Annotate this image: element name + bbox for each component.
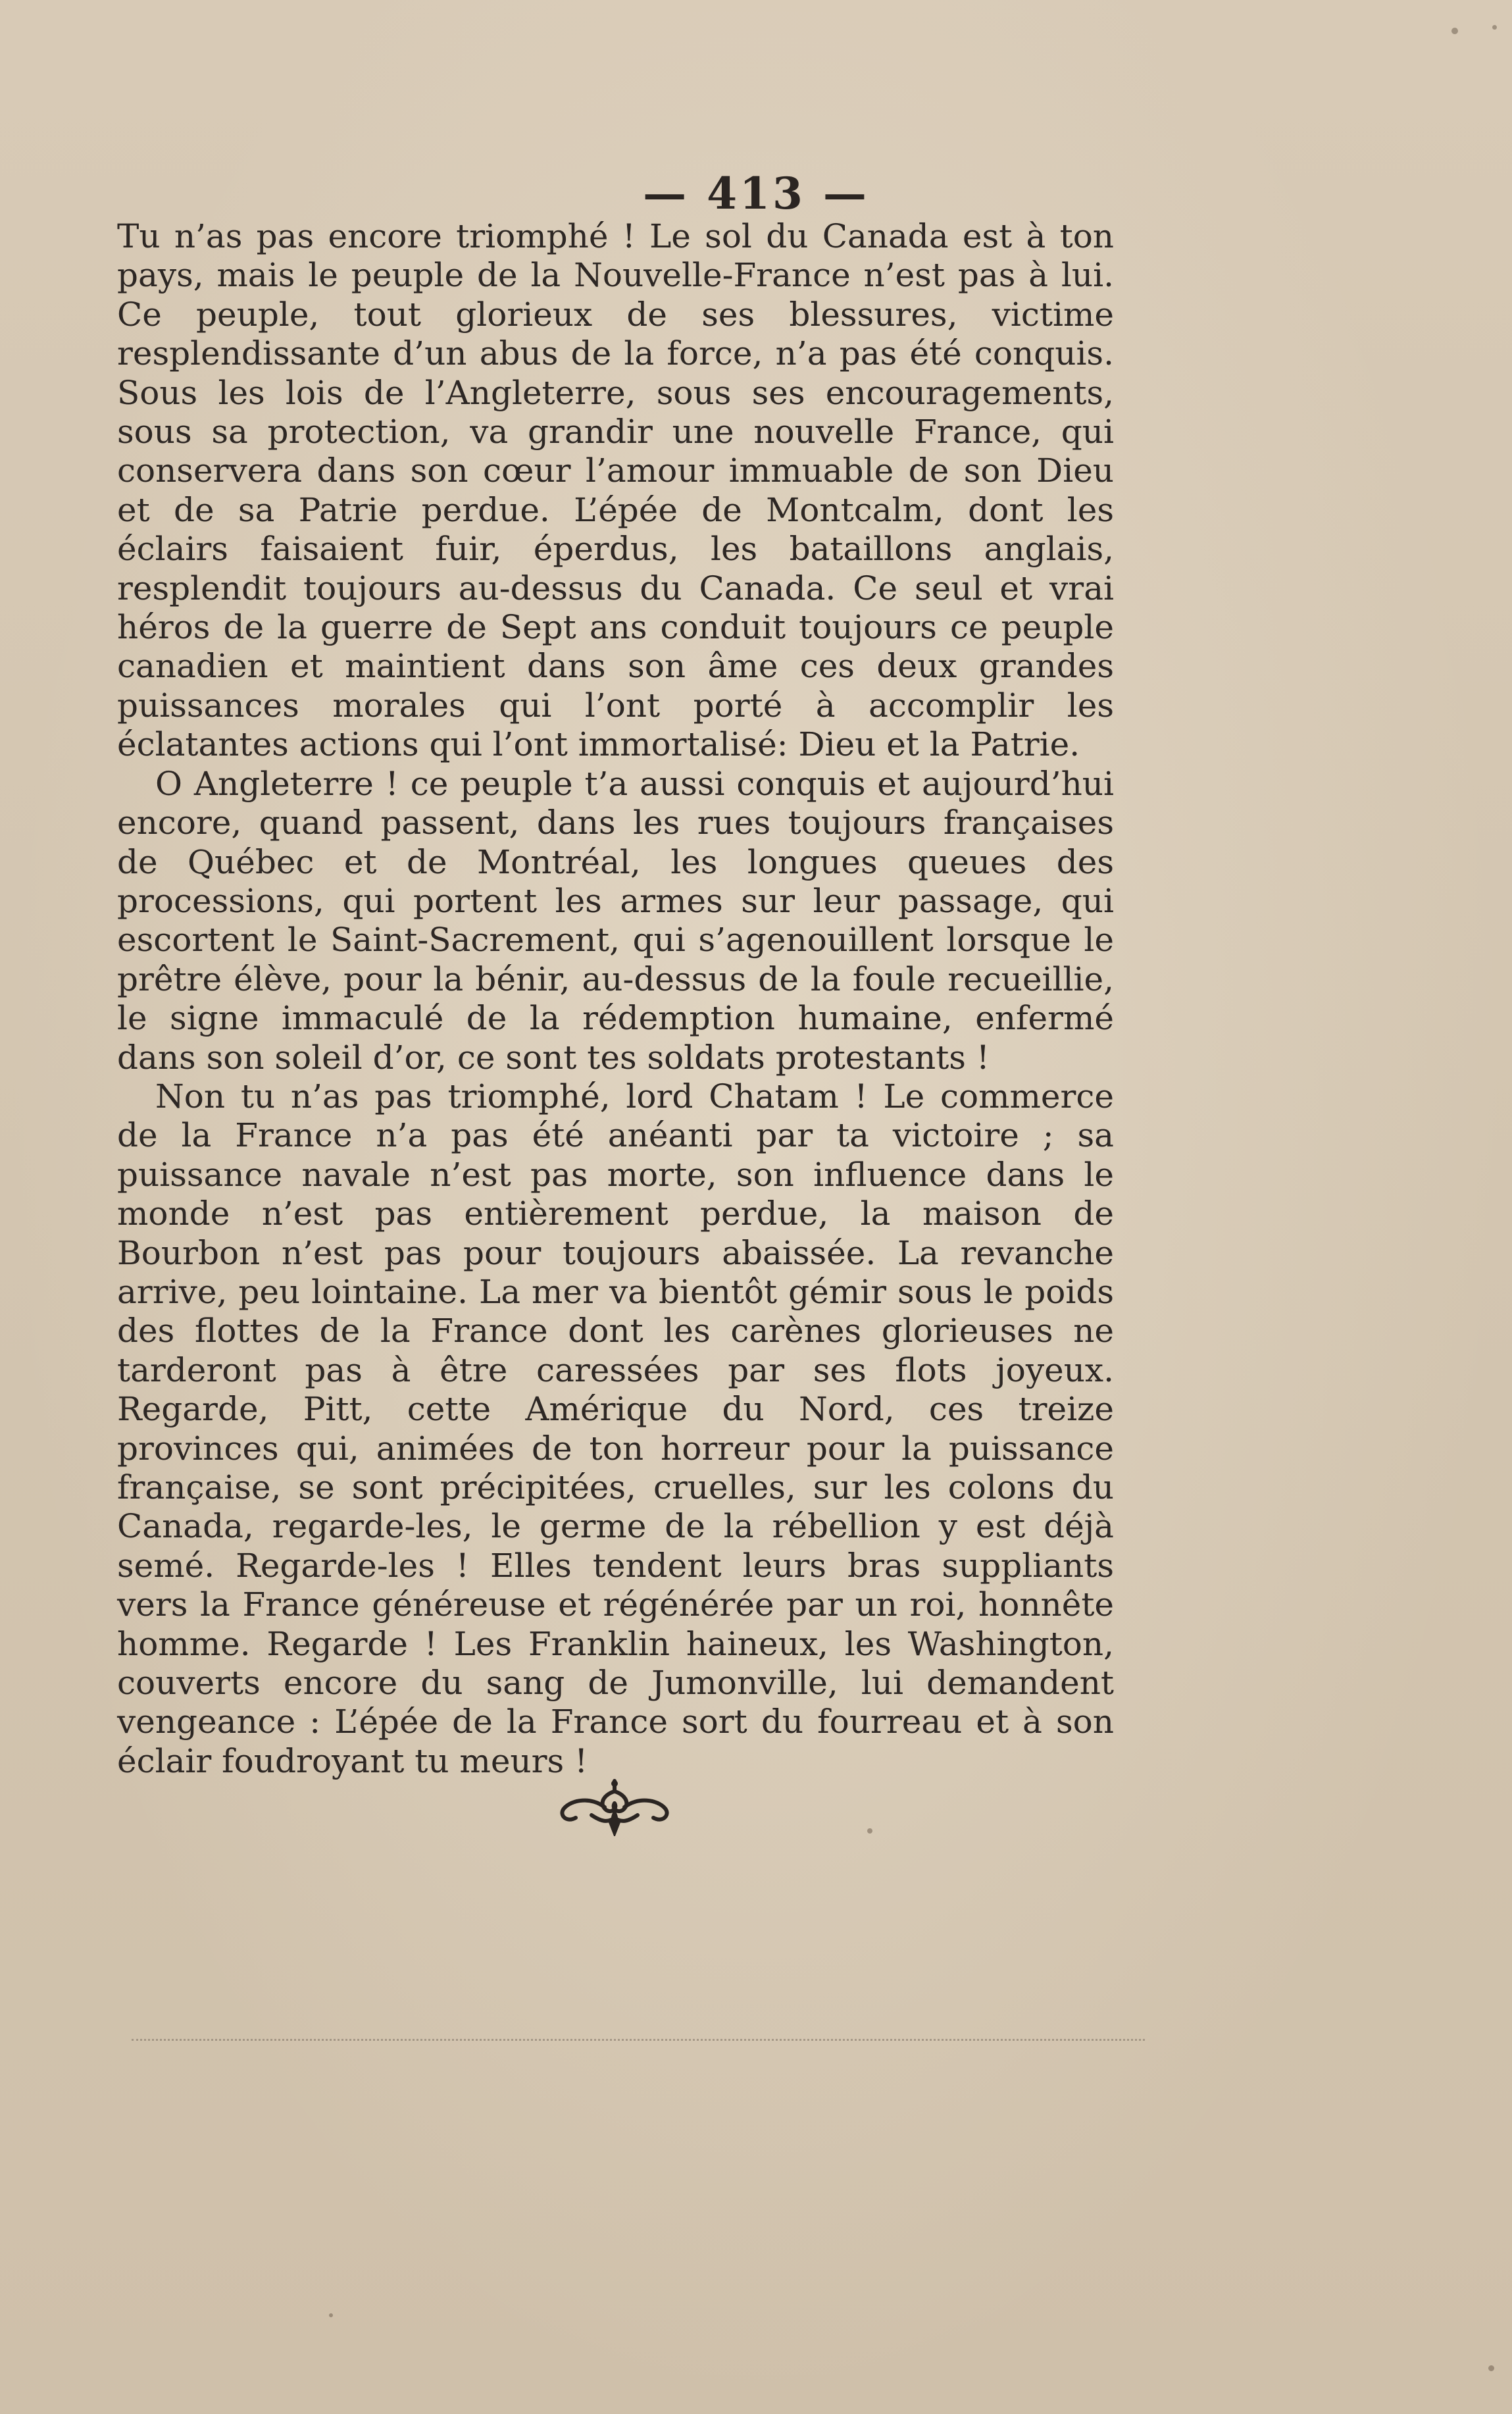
- paragraph-1: Tu n’as pas encore triomphé ! Le sol du Canada est à ton pays, mais le peuple de la Nouvelle-France n’est pas à lui. Ce peuple, tout glorieux de ses blessures, victime resplendissante d’un abus de la force, n’a pas été conquis. Sous les lois de l’Angleterre, sous ses encouragements, sous sa protection, va grandir une nouvelle France, qui conservera dans son cœur l’amour immuable de son Dieu et de sa Patrie perdue. L’épée de Montcalm, dont les éclairs faisaient fuir, éperdus, les bataillons anglais, resplendit toujours au-dessus du Canada. Ce seul et vrai héros de la guerre de Sept ans conduit toujours ce peuple canadien et maintient dans son âme ces deux grandes puissances morales qui l’ont porté à accomplir les éclatantes actions qui l’ont immortalisé: Dieu et la Patrie.: [117, 217, 1114, 764]
- paper-speck: [329, 2313, 333, 2317]
- fleuron-ornament-icon: [552, 1777, 677, 1836]
- faint-rule: [132, 2039, 1145, 2041]
- paper-speck: [867, 1828, 872, 1834]
- paragraph-3: Non tu n’as pas triomphé, lord Chatam ! Le commerce de la France n’a pas été anéanti par ta victoire ; sa puissance navale n’est pas morte, son influence dans le monde n’est pas entièrement perdue, la maison de Bourbon n’est pas pour toujours abaissée. La revanche arrive, peu lointaine. La mer va bientôt gémir sous le poids des flottes de la France dont les carènes glorieuses ne tarderont pas à être caressées par ses flots joyeux. Regarde, Pitt, cette Amérique du Nord, ces treize provinces qui, animées de ton horreur pour la puissance française, se sont précipitées, cruelles, sur les colons du Canada, regarde-les, le germe de la rébellion y est déjà semé. Regarde-les ! Elles tendent leurs bras suppliants vers la France généreuse et régénérée par un roi, honnête homme. Regarde ! Les Franklin haineux, les Washington, couverts encore du sang de Jumonville, lui demandent vengeance : L’épée de la France sort du fourreau et à son éclair foudroyant tu meurs !: [117, 1077, 1114, 1780]
- paper-speck: [1492, 25, 1497, 30]
- paper-speck: [1451, 28, 1458, 34]
- paper-speck: [1488, 2365, 1494, 2371]
- paragraph-2: O Angleterre ! ce peuple t’a aussi conquis et aujourd’hui encore, quand passent, dans les rues toujours françaises de Québec et de Montréal, les longues queues des processions, qui portent les armes sur leur passage, qui escortent le Saint-Sacrement, qui s’agenouillent lorsque le prêtre élève, pour la bénir, au-dessus de la foule recueillie, le signe immaculé de la rédemption humaine, enfermé dans son soleil d’or, ce sont tes soldats protestants !: [117, 764, 1114, 1077]
- page-number: — 413 —: [643, 168, 869, 219]
- body-text: [117, 217, 1114, 1781]
